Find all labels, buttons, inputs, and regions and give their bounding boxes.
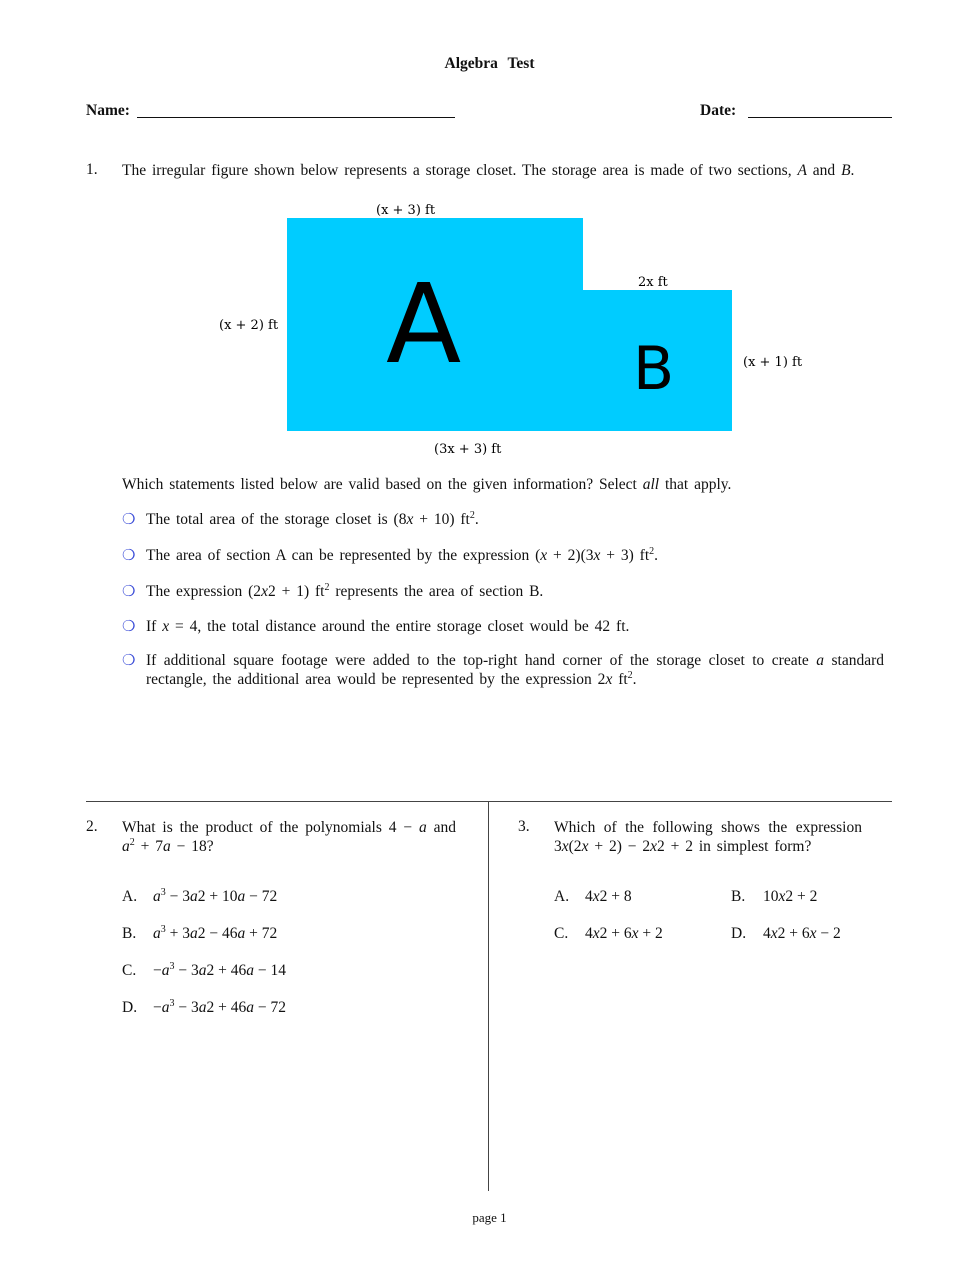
top-dimension-label: (x + 3) ft <box>376 203 436 218</box>
q1-prompt <box>122 475 892 494</box>
q3-choice-c-letter[interactable]: C. <box>554 925 569 942</box>
section-a-label: A <box>386 260 462 388</box>
page-title: Algebra Test <box>444 55 535 72</box>
section-divider <box>86 801 892 802</box>
date-label: Date: <box>700 102 737 119</box>
q2-choice-a-letter[interactable]: A. <box>122 888 138 905</box>
q1-intro-text: The irregular figure shown below represents a storage closet. The storage area is made of two sections, <box>122 162 798 179</box>
date-line[interactable] <box>748 117 892 118</box>
q3-choice-b-letter[interactable]: B. <box>731 888 746 905</box>
page-number: page 1 <box>472 1210 507 1225</box>
q1-prompt-end: that apply. <box>659 476 732 493</box>
q1-option-1-checkbox[interactable]: ❍ <box>122 512 136 528</box>
right-dimension-label: (x + 1) ft <box>743 355 803 370</box>
q3-choice-a[interactable]: 4x2 + 8 <box>585 888 632 905</box>
left-dimension-label: (x + 2) ft <box>219 318 279 333</box>
bottom-dimension-label: (3x + 3) ft <box>434 442 502 457</box>
q1-option-2: The area of section A can be represented by the expression (x + 2)(3x + 3) $ft^2$. <box>146 546 659 564</box>
q3-number: 3. <box>518 818 530 835</box>
q2-choice-a[interactable]: $a^3 - 3a2 + 10a - 72$ <box>153 887 278 905</box>
q1-option-4-checkbox[interactable]: ❍ <box>122 619 136 635</box>
q1-intro-and: and <box>806 162 842 179</box>
q2-choice-d-letter[interactable]: D. <box>122 999 138 1016</box>
name-line[interactable] <box>137 117 455 118</box>
q1-number: 1. <box>86 161 98 178</box>
q1-option-1: The total area of the storage closet is (8x + 10) $ft^2$. <box>146 510 479 528</box>
q3-question: Which of the following shows the expression 3x(2x + 2) − 2x2 + 2 in simplest form? <box>554 819 862 855</box>
q2-choice-c[interactable]: $-a^3 - 3a2 + 46a - 14$ <box>153 961 286 979</box>
q3-choice-a-letter[interactable]: A. <box>554 888 570 905</box>
q2-choice-d[interactable]: $-a^3 - 3a2 + 46a - 72$ <box>153 998 286 1016</box>
step-dimension-label: 2x ft <box>638 275 668 290</box>
q1-var-b: B <box>841 162 851 179</box>
q1-prompt-text: Which statements listed below are valid based on the given information? Select <box>122 476 643 493</box>
q1-option-5-checkbox[interactable]: ❍ <box>122 653 136 669</box>
q1-option-2-checkbox[interactable]: ❍ <box>122 548 136 564</box>
q2-choice-b-letter[interactable]: B. <box>122 925 137 942</box>
q2-choice-b[interactable]: $a^3 + 3a2 - 46a + 72$ <box>153 924 278 942</box>
q3-choice-d-letter[interactable]: D. <box>731 925 747 942</box>
q1-option-3: The expression (2x2 + 1) $ft^2$ represents the area of section B. <box>146 582 544 600</box>
q1-option-5: If additional square footage were added to the top-right hand corner of the storage closet to create a standard rectangle, the additional area would be represented by the expression 2x $ft^2$. <box>146 652 884 688</box>
q2-choice-c-letter[interactable]: C. <box>122 962 137 979</box>
name-label: Name: <box>86 102 130 119</box>
q3-choice-c[interactable]: 4x2 + 6x + 2 <box>585 925 663 942</box>
q2-question: What is the product of the polynomials 4 − a and $a^2 + 7a - 18$? <box>122 819 456 855</box>
q1-intro <box>122 161 892 180</box>
q3-choice-b[interactable]: 10x2 + 2 <box>763 888 818 905</box>
q1-option-4: If x = 4, the total distance around the entire storage closet would be 42 ft. <box>146 618 630 635</box>
q2-number: 2. <box>86 818 98 835</box>
q1-var-a: A <box>797 162 807 179</box>
q1-option-3-checkbox[interactable]: ❍ <box>122 584 136 600</box>
q3-choice-d[interactable]: 4x2 + 6x − 2 <box>763 925 841 942</box>
section-b-label: B <box>633 334 675 404</box>
q1-prompt-emphasis: all <box>642 476 660 493</box>
column-divider <box>488 801 489 1191</box>
q1-intro-end: . <box>850 162 855 179</box>
storage-closet-figure <box>200 195 820 465</box>
